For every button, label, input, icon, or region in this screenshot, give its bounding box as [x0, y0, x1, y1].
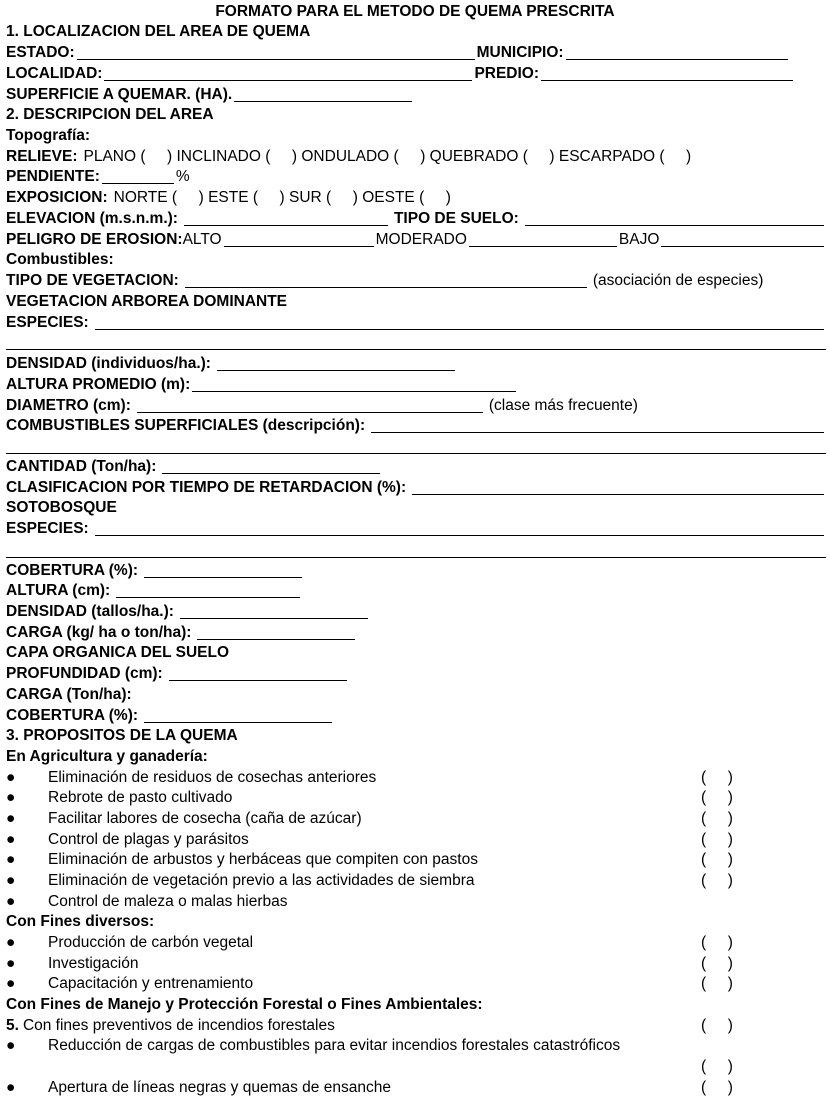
tipo-vegetacion-label: TIPO DE VEGETACION:	[6, 272, 179, 289]
erosion-row	[6, 230, 826, 250]
cobertura-row	[6, 561, 826, 581]
cantidad-field[interactable]	[162, 458, 380, 474]
list-item-label: Eliminación de residuos de cosechas anteriores	[48, 769, 377, 786]
carga-kg-row	[6, 623, 826, 643]
moderado-field[interactable]	[469, 231, 617, 247]
bajo-field[interactable]	[661, 231, 824, 247]
checkbox-paren[interactable]: ( )	[701, 851, 733, 868]
densidad-ind-row	[6, 354, 826, 374]
densidad-tallos-field[interactable]	[180, 603, 368, 619]
item-5-row	[6, 1016, 826, 1036]
clase-note: (clase más frecuente)	[488, 397, 638, 414]
checkbox-paren[interactable]: ( )	[701, 1058, 733, 1075]
checkbox-paren[interactable]: ( )	[701, 769, 733, 786]
predio-field[interactable]	[541, 65, 793, 81]
list-item	[6, 850, 826, 870]
list-item	[6, 830, 826, 850]
list-item-label: Apertura de líneas negras y quemas de ensanche	[48, 1079, 391, 1096]
relieve-label: RELIEVE:	[6, 148, 78, 165]
profundidad-row	[6, 664, 826, 684]
list-item	[6, 1036, 826, 1056]
exposicion-row	[6, 188, 826, 208]
checkbox-paren[interactable]: ( )	[701, 934, 733, 951]
diametro-field[interactable]	[137, 397, 483, 413]
agri-heading: En Agricultura y ganadería:	[6, 748, 208, 765]
especies2-continuation-line[interactable]	[6, 557, 826, 558]
list-item	[6, 788, 826, 808]
list-item	[6, 974, 826, 994]
form-title: FORMATO PARA EL METODO DE QUEMA PRESCRITA	[215, 3, 615, 20]
localidad-label: LOCALIDAD:	[6, 65, 103, 82]
tipo-suelo-label: TIPO DE SUELO:	[393, 210, 519, 227]
list-item	[6, 809, 826, 829]
bullet-icon: ●	[6, 1037, 16, 1054]
list-item	[6, 1078, 826, 1098]
municipio-field[interactable]	[566, 44, 788, 60]
pendiente-unit: %	[175, 168, 190, 185]
municipio-label: MUNICIPIO:	[476, 44, 564, 61]
carga-ton-label: CARGA (Ton/ha):	[6, 686, 132, 703]
estado-label: ESTADO:	[6, 44, 75, 61]
cantidad-label: CANTIDAD (Ton/ha):	[6, 458, 157, 475]
bullet-icon: ●	[6, 872, 16, 889]
profundidad-label: PROFUNDIDAD (cm):	[6, 665, 163, 682]
list-item	[6, 892, 826, 912]
list-item	[6, 768, 826, 788]
asociacion-note: (asociación de especies)	[592, 272, 764, 289]
altura-prom-row	[6, 375, 826, 395]
checkbox-paren[interactable]: ( )	[701, 955, 733, 972]
bullet-icon: ●	[6, 934, 16, 951]
bullet-icon: ●	[6, 893, 16, 910]
estado-field[interactable]	[77, 44, 475, 60]
clasificacion-label: CLASIFICACION POR TIEMPO DE RETARDACION (%):	[6, 479, 407, 496]
sotobosque-heading: SOTOBOSQUE	[6, 499, 117, 516]
altura-cm-row	[6, 581, 826, 601]
checkbox-paren[interactable]: ( )	[701, 872, 733, 889]
paren-only-row	[6, 1057, 826, 1077]
clasificacion-field[interactable]	[412, 479, 824, 495]
densidad-ind-field[interactable]	[217, 355, 455, 371]
capa-organica-heading: CAPA ORGANICA DEL SUELO	[6, 644, 230, 661]
checkbox-paren[interactable]: ( )	[701, 789, 733, 806]
bullet-icon: ●	[6, 1079, 16, 1096]
localidad-row	[6, 64, 826, 84]
estado-row	[6, 43, 826, 63]
bullet-icon: ●	[6, 810, 16, 827]
forestal-heading: Con Fines de Manejo y Protección Forestal o Fines Ambientales:	[6, 996, 483, 1013]
checkbox-paren[interactable]: ( )	[701, 1017, 733, 1034]
especies-label: ESPECIES:	[6, 314, 89, 331]
comb-sup-continuation-line[interactable]	[6, 453, 826, 454]
cantidad-row	[6, 457, 826, 477]
tipo-vegetacion-row	[6, 271, 826, 291]
veg-arborea-heading: VEGETACION ARBOREA DOMINANTE	[6, 293, 288, 310]
predio-label: PREDIO:	[474, 65, 540, 82]
clasificacion-row	[6, 478, 826, 498]
densidad-ind-label: DENSIDAD (individuos/ha.):	[6, 355, 211, 372]
especies-field[interactable]	[95, 314, 824, 330]
comb-sup-row	[6, 416, 826, 436]
diametro-row	[6, 396, 826, 416]
bullet-icon: ●	[6, 955, 16, 972]
list-item-label: Control de plagas y parásitos	[48, 831, 249, 848]
alto-field[interactable]	[224, 231, 374, 247]
cobertura2-field[interactable]	[144, 707, 332, 723]
list-item	[6, 871, 826, 891]
especies2-field[interactable]	[95, 520, 824, 536]
altura-cm-field[interactable]	[116, 582, 300, 598]
bullet-icon: ●	[6, 831, 16, 848]
bullet-icon: ●	[6, 789, 16, 806]
section-2-heading: 2. DESCRIPCION DEL AREA	[6, 106, 214, 123]
carga-kg-field[interactable]	[197, 624, 355, 640]
comb-sup-label: COMBUSTIBLES SUPERFICIALES (descripción):	[6, 417, 366, 434]
superficie-row	[6, 85, 826, 105]
comb-sup-field[interactable]	[371, 417, 824, 433]
erosion-label: PELIGRO DE EROSION:	[6, 231, 183, 248]
carga-kg-label: CARGA (kg/ ha o ton/ha):	[6, 624, 192, 641]
diametro-label: DIAMETRO (cm):	[6, 397, 131, 414]
diversos-heading: Con Fines diversos:	[6, 913, 155, 930]
list-item-label: Investigación	[48, 955, 139, 972]
section-3-heading: 3. PROPOSITOS DE LA QUEMA	[6, 727, 238, 744]
elevacion-row	[6, 209, 826, 229]
exposicion-options[interactable]: NORTE ( ) ESTE ( ) SUR ( ) OESTE ( )	[113, 189, 451, 206]
bajo-label: BAJO	[618, 231, 660, 248]
tipo-suelo-field[interactable]	[525, 210, 824, 226]
localidad-field[interactable]	[104, 65, 472, 81]
topografia-label: Topografía:	[6, 127, 91, 144]
cobertura2-row	[6, 706, 826, 726]
list-item	[6, 933, 826, 953]
list-item-label: Eliminación de arbustos y herbáceas que compiten con pastos	[48, 851, 478, 868]
item-5-number: 5.	[6, 1017, 19, 1034]
altura-cm-label: ALTURA (cm):	[6, 582, 111, 599]
bullet-icon: ●	[6, 769, 16, 786]
combustibles-label: Combustibles:	[6, 251, 114, 268]
list-item-label: Reducción de cargas de combustibles para evitar incendios forestales catastróficos	[48, 1037, 621, 1054]
especies-row	[6, 313, 826, 333]
superficie-field[interactable]	[234, 86, 412, 102]
moderado-label: MODERADO	[375, 231, 467, 248]
checkbox-paren[interactable]: ( )	[701, 831, 733, 848]
pendiente-label: PENDIENTE:	[6, 168, 100, 185]
checkbox-paren[interactable]: ( )	[701, 975, 733, 992]
checkbox-paren[interactable]: ( )	[701, 810, 733, 827]
especies2-row	[6, 519, 826, 539]
altura-prom-field[interactable]	[192, 376, 516, 392]
bullet-icon: ●	[6, 851, 16, 868]
relieve-row	[6, 147, 826, 167]
alto-label: ALTO	[182, 231, 222, 248]
bullet-icon: ●	[6, 975, 16, 992]
cobertura2-label: COBERTURA (%):	[6, 707, 139, 724]
list-item	[6, 954, 826, 974]
tipo-vegetacion-field[interactable]	[185, 272, 587, 288]
section-1-heading: 1. LOCALIZACION DEL AREA DE QUEMA	[6, 23, 311, 40]
densidad-tallos-label: DENSIDAD (tallos/ha.):	[6, 603, 174, 620]
exposicion-label: EXPOSICION:	[6, 189, 108, 206]
list-item-label: Rebrote de pasto cultivado	[48, 789, 233, 806]
densidad-tallos-row	[6, 602, 826, 622]
cobertura-field[interactable]	[144, 562, 302, 578]
elevacion-field[interactable]	[184, 210, 388, 226]
checkbox-paren[interactable]: ( )	[701, 1079, 733, 1096]
especies-continuation-line[interactable]	[6, 349, 826, 350]
list-item-label: Facilitar labores de cosecha (caña de azúcar)	[48, 810, 362, 827]
list-item-label: Control de maleza o malas hierbas	[48, 893, 288, 910]
cobertura-label: COBERTURA (%):	[6, 562, 139, 579]
altura-prom-label: ALTURA PROMEDIO (m):	[6, 376, 191, 393]
superficie-label: SUPERFICIE A QUEMAR. (HA).	[6, 86, 233, 103]
pendiente-field[interactable]	[102, 168, 174, 184]
list-item-label: Eliminación de vegetación previo a las actividades de siembra	[48, 872, 475, 889]
pendiente-row	[6, 167, 826, 187]
item-5-label: Con fines preventivos de incendios forestales	[22, 1017, 335, 1034]
especies2-label: ESPECIES:	[6, 520, 89, 537]
relieve-options[interactable]: PLANO ( ) INCLINADO ( ) ONDULADO ( ) QUEBRADO ( ) ESCARPADO ( )	[83, 148, 692, 165]
carga-ton-row	[6, 685, 826, 705]
list-item-label: Capacitación y entrenamiento	[48, 975, 254, 992]
profundidad-field[interactable]	[169, 665, 347, 681]
elevacion-label: ELEVACION (m.s.n.m.):	[6, 210, 178, 227]
list-item-label: Producción de carbón vegetal	[48, 934, 254, 951]
